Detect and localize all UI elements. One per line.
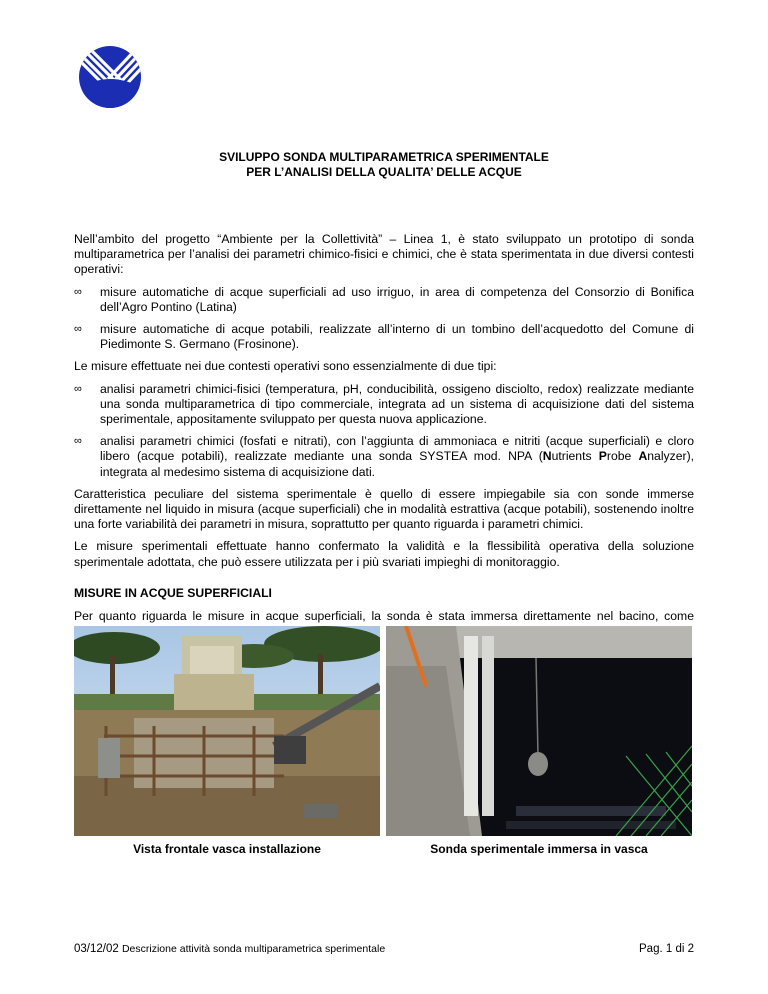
bullet-icon: ∞ xyxy=(74,323,82,336)
types-list xyxy=(74,382,694,480)
installation-tank-photo xyxy=(74,626,380,836)
bullet-icon: ∞ xyxy=(74,285,82,298)
intro-paragraph: Nell’ambito del progetto “Ambiente per la Collettività” – Linea 1, è stato sviluppato un prototipo di sonda multiparametrica per l’analisi dei parametri chimico-fisici e chimici, che è stata sperimentata in due diversi contesti operativi: xyxy=(74,232,694,277)
context-2-text: misure automatiche di acque potabili, realizzate all’interno di un tombino dell’acquedotto del Comune di Piedimonte S. Germano (Frosinone). xyxy=(100,322,694,352)
footer-date: 03/12/02 xyxy=(74,943,119,955)
contexts-list xyxy=(74,285,694,353)
bullet-icon: ∞ xyxy=(74,382,82,395)
context-1-text: misure automatiche di acque superficiali ad uso irriguo, in area di competenza del Consorzio di Bonifica dell’Agro Pontino (Latina) xyxy=(100,284,694,314)
title-line-2: PER L’ANALISI DELLA QUALITA’ DELLE ACQUE xyxy=(246,165,522,179)
list-item xyxy=(74,434,694,480)
photo-caption-right: Sonda sperimentale immersa in vasca xyxy=(430,842,648,856)
list-item xyxy=(74,382,694,428)
immersed-probe-photo xyxy=(386,626,692,836)
document-body xyxy=(74,232,694,646)
list-item xyxy=(74,285,694,315)
types-intro-paragraph: Le misure effettuate nei due contesti operativi sono essenzialmente di due tipi: xyxy=(74,359,497,374)
footer-description: Descrizione attività sonda multiparametrica sperimentale xyxy=(121,943,386,955)
peculiar-paragraph: Caratteristica peculiare del sistema sperimentale è quello di essere impiegabile sia con sonde immerse direttamente nel liquido in misura (acque superficiali) che in modalità estrattiva (acque potabili), sostenendo inoltre una forte variabilità dei parametri in misura, soprattutto per quanto riguarda i parametri chimici. xyxy=(74,486,694,532)
page-number: Pag. 1 di 2 xyxy=(639,943,694,955)
section-paragraph: Per quanto riguarda le misure in acque superficiali, la sonda è stata immersa direttamente nel bacino, come xyxy=(74,609,694,624)
confirm-paragraph: Le misure sperimentali effettuate hanno confermato la validità e la flessibilità operativa della soluzione sperimentale adottata, che può essere utilizzata per i più svariati impieghi di monitoraggio. xyxy=(74,539,694,569)
document-title xyxy=(74,150,694,180)
type-1-text: analisi parametri chimici-fisici (temperatura, pH, conducibilità, ossigeno disciolto, redox) realizzate mediante una sonda multiparametrica di tipo commerciale, integrata ad un sistema di acquisizione dati del sistema sperimentale, appositamente sviluppato per questa nuova applicazione. xyxy=(100,381,694,427)
photo-caption-left: Vista frontale vasca installazione xyxy=(133,842,321,856)
footer-left xyxy=(74,943,385,955)
bullet-icon: ∞ xyxy=(74,435,82,448)
type-2-text: analisi parametri chimici (fosfati e nitrati), con l’aggiunta di ammoniaca e nitriti (acque superficiali) e cloro libero (acque potabili), realizzate mediante una sonda SYSTEA mod. NPA (Nutrients Probe Analyzer), integrata al medesimo sistema di acquisizione dati. xyxy=(100,434,695,479)
page-footer xyxy=(74,943,694,955)
list-item xyxy=(74,322,694,352)
company-logo xyxy=(78,45,142,109)
title-line-1: SVILUPPO SONDA MULTIPARAMETRICA SPERIMENTALE xyxy=(219,150,549,164)
section-heading: MISURE IN ACQUE SUPERFICIALI xyxy=(74,585,272,600)
